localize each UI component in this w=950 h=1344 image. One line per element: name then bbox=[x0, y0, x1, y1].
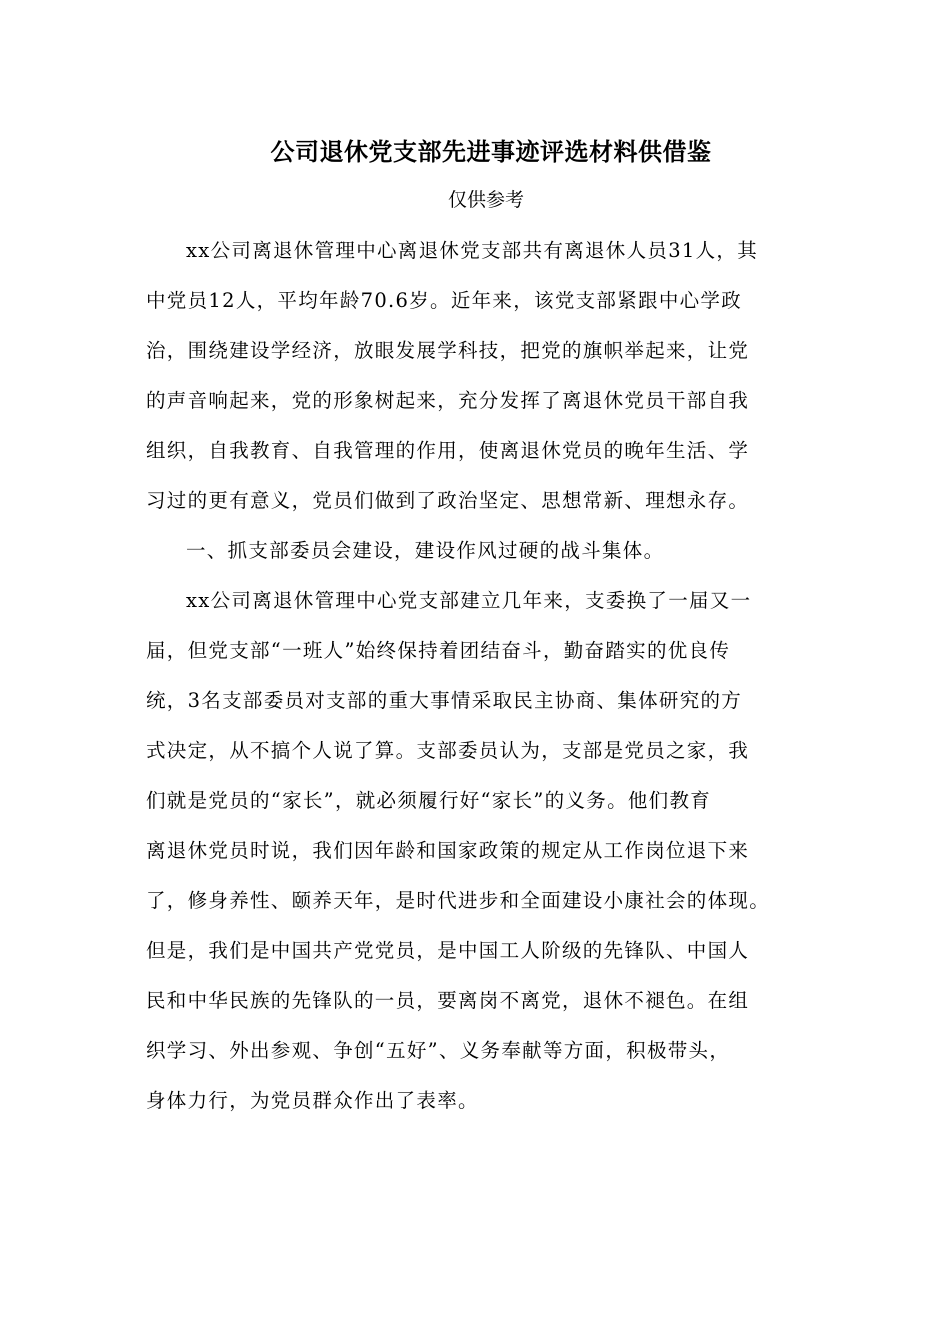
paragraph-1-line-3: 治，围绕建设学经济，放眼发展学科技，把党的旗帜举起来，让党 bbox=[146, 339, 750, 362]
paragraph-1-line-5: 组织，自我教育、自我管理的作用，使离退休党员的晚年生活、学 bbox=[146, 439, 750, 462]
paragraph-1-line-4: 的声音响起来，党的形象树起来，充分发挥了离退休党员干部自我 bbox=[146, 389, 750, 412]
section-heading-1: 一、抓支部委员会建设，建设作风过硬的战斗集体。 bbox=[186, 539, 665, 562]
document-subtitle: 仅供参考 bbox=[447, 189, 524, 211]
paragraph-2-line-6: 离退休党员时说，我们因年龄和国家政策的规定从工作岗位退下来 bbox=[146, 839, 750, 862]
paragraph-2-line-1: xx公司离退休管理中心党支部建立几年来，支委换了一届又一 bbox=[186, 589, 752, 612]
paragraph-2-line-9: 民和中华民族的先锋队的一员，要离岗不离党，退休不褪色。在组 bbox=[146, 989, 750, 1012]
paragraph-1-line-6: 习过的更有意义，党员们做到了政治坚定、思想常新、理想永存。 bbox=[146, 489, 750, 512]
paragraph-2-line-2: 届，但党支部“一班人”始终保持着团结奋斗，勤奋踏实的优良传 bbox=[146, 639, 731, 662]
paragraph-2-line-4: 式决定，从不搞个人说了算。支部委员认为，支部是党员之家，我 bbox=[146, 739, 750, 762]
paragraph-2-line-10: 织学习、外出参观、争创“五好”、义务奉献等方面，积极带头， bbox=[146, 1039, 731, 1062]
paragraph-2-line-3: 统，3名支部委员对支部的重大事情采取民主协商、集体研究的方 bbox=[146, 689, 743, 712]
paragraph-1-line-1: xx公司离退休管理中心离退休党支部共有离退休人员31人，其 bbox=[186, 239, 759, 262]
paragraph-2-line-7: 了，修身养性、颐养天年，是时代进步和全面建设小康社会的体现。 bbox=[146, 889, 771, 912]
document-title: 公司退休党支部先进事迹评选材料供借鉴 bbox=[270, 137, 712, 166]
paragraph-2-line-11: 身体力行，为党员群众作出了表率。 bbox=[146, 1089, 479, 1112]
paragraph-1-line-2: 中党员12人，平均年龄70.6岁。近年来，该党支部紧跟中心学政 bbox=[146, 289, 743, 312]
paragraph-2-line-5: 们就是党员的“家长”，就必须履行好“家长”的义务。他们教育 bbox=[146, 789, 712, 812]
paragraph-2-line-8: 但是，我们是中国共产党党员，是中国工人阶级的先锋队、中国人 bbox=[146, 939, 750, 962]
